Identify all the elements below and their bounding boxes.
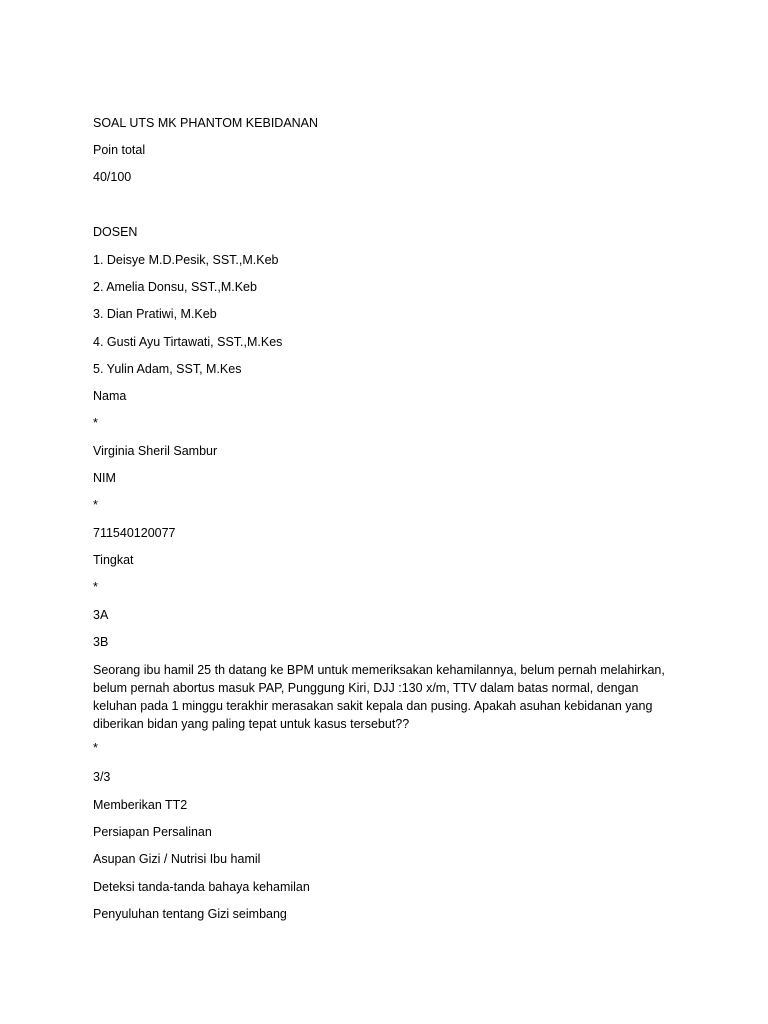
answer-option: Asupan Gizi / Nutrisi Ibu hamil xyxy=(93,852,261,866)
required-marker: * xyxy=(93,416,98,430)
level-label: Tingkat xyxy=(93,553,134,567)
nim-value: 711540120077 xyxy=(93,526,176,540)
name-value: Virginia Sheril Sambur xyxy=(93,444,218,458)
points-label: Poin total xyxy=(93,143,146,157)
question-score: 3/3 xyxy=(93,770,111,784)
name-label: Nama xyxy=(93,389,127,403)
points-value: 40/100 xyxy=(93,170,132,184)
answer-option: Persiapan Persalinan xyxy=(93,825,212,839)
answer-option: Deteksi tanda-tanda bahaya kehamilan xyxy=(93,880,310,894)
level-option: 3B xyxy=(93,635,109,649)
level-option: 3A xyxy=(93,608,109,622)
question-text: Seorang ibu hamil 25 th datang ke BPM untuk memeriksakan kehamilannya, belum pernah melahirkan, belum pernah abortus masuk PAP, Punggung Kiri, DJJ :130 x/m, TTV dalam batas normal, dengan keluhan pada 1 minggu terakhir merasakan sakit kepala dan pusing. Apakah asuhan kebidanan yang diberikan bidan yang paling tepat untuk kasus tersebut?? xyxy=(93,663,665,731)
document-title: SOAL UTS MK PHANTOM KEBIDANAN xyxy=(93,116,319,130)
required-marker: * xyxy=(93,580,98,594)
lecturers-heading: DOSEN xyxy=(93,225,138,239)
required-marker: * xyxy=(93,498,98,512)
nim-label: NIM xyxy=(93,471,116,485)
required-marker: * xyxy=(93,741,98,755)
lecturer-item: 4. Gusti Ayu Tirtawati, SST.,M.Kes xyxy=(93,335,283,349)
lecturer-item: 1. Deisye M.D.Pesik, SST.,M.Keb xyxy=(93,253,279,267)
lecturer-item: 3. Dian Pratiwi, M.Keb xyxy=(93,307,217,321)
lecturer-item: 2. Amelia Donsu, SST.,M.Keb xyxy=(93,280,257,294)
lecturer-item: 5. Yulin Adam, SST, M.Kes xyxy=(93,362,242,376)
answer-option: Memberikan TT2 xyxy=(93,798,188,812)
answer-option: Penyuluhan tentang Gizi seimbang xyxy=(93,907,287,921)
